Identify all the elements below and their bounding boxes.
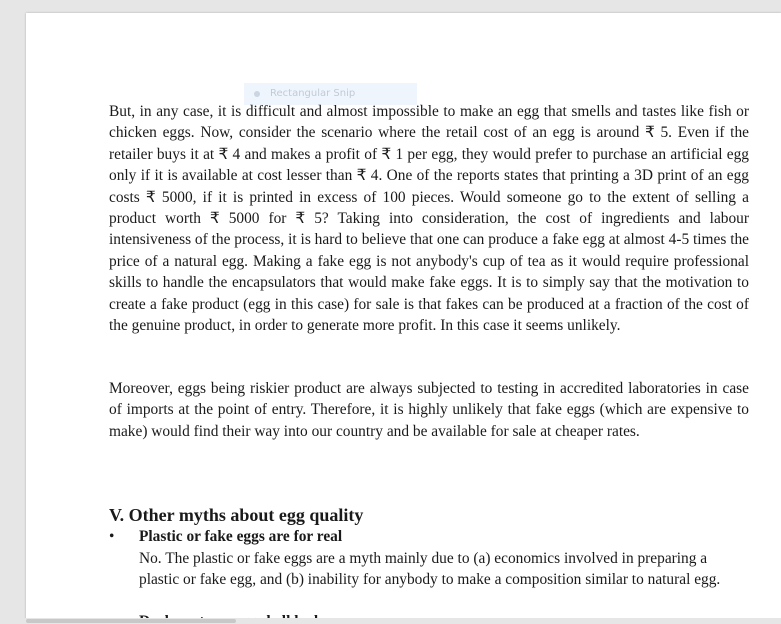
horizontal-scrollbar[interactable] xyxy=(0,618,781,624)
section-heading: V. Other myths about egg quality xyxy=(109,505,364,525)
snip-label: Rectangular Snip xyxy=(270,88,356,99)
bullet-title: Plastic or fake eggs are for real xyxy=(139,528,343,545)
bullet-body: No. The plastic or fake eggs are a myth mainly due to (a) economics involved in preparing a plastic or fake egg, and (b) inability for anybody to make a composition similar to natural egg. xyxy=(139,550,721,589)
paragraph-cost: But, in any case, it is difficult and almost impossible to make an egg that smells and tastes like fish or chicken eggs. Now, consider the scenario where the retail cost of an egg is around ₹ 5. Even if the retailer buys it at ₹ 4 and makes a profit of ₹ 1 per egg, they would prefer to purchase an artificial egg only if it is available at cost lesser than ₹ 4. One of the reports states that printing a 3D print of an egg costs ₹ 5000, if it is printed in excess of 100 pieces. Would someone go to the extent of selling a product worth ₹ 5000 for ₹ 5? Taking into consideration, the cost of ingredients and labour intensiveness of the process, it is hard to believe that one can produce a fake egg at almost 4-5 times the price of a natural egg. Making a fake egg is not anybody's cup of tea as it would require professional skills to handle the encapsulators that would make fake eggs. It is to simply say that the motivation to create a fake product (egg in this case) for sale is that fakes can be produced at a fraction of the cost of the genuine product, in order to generate more profit. In this case it seems unlikely. xyxy=(109,103,749,335)
bullet-marker: • xyxy=(109,528,115,545)
snip-icon xyxy=(254,91,260,97)
scrollbar-thumb[interactable] xyxy=(26,619,236,623)
paragraph-imports: Moreover, eggs being riskier product are always subjected to testing in accredited laboratories in case of imports at the point of entry. Therefore, it is highly unlikely that fake eggs (which are expensive to make) would find their way into our country and be available for sale at cheaper rates. xyxy=(109,380,749,440)
document-page xyxy=(26,13,781,624)
